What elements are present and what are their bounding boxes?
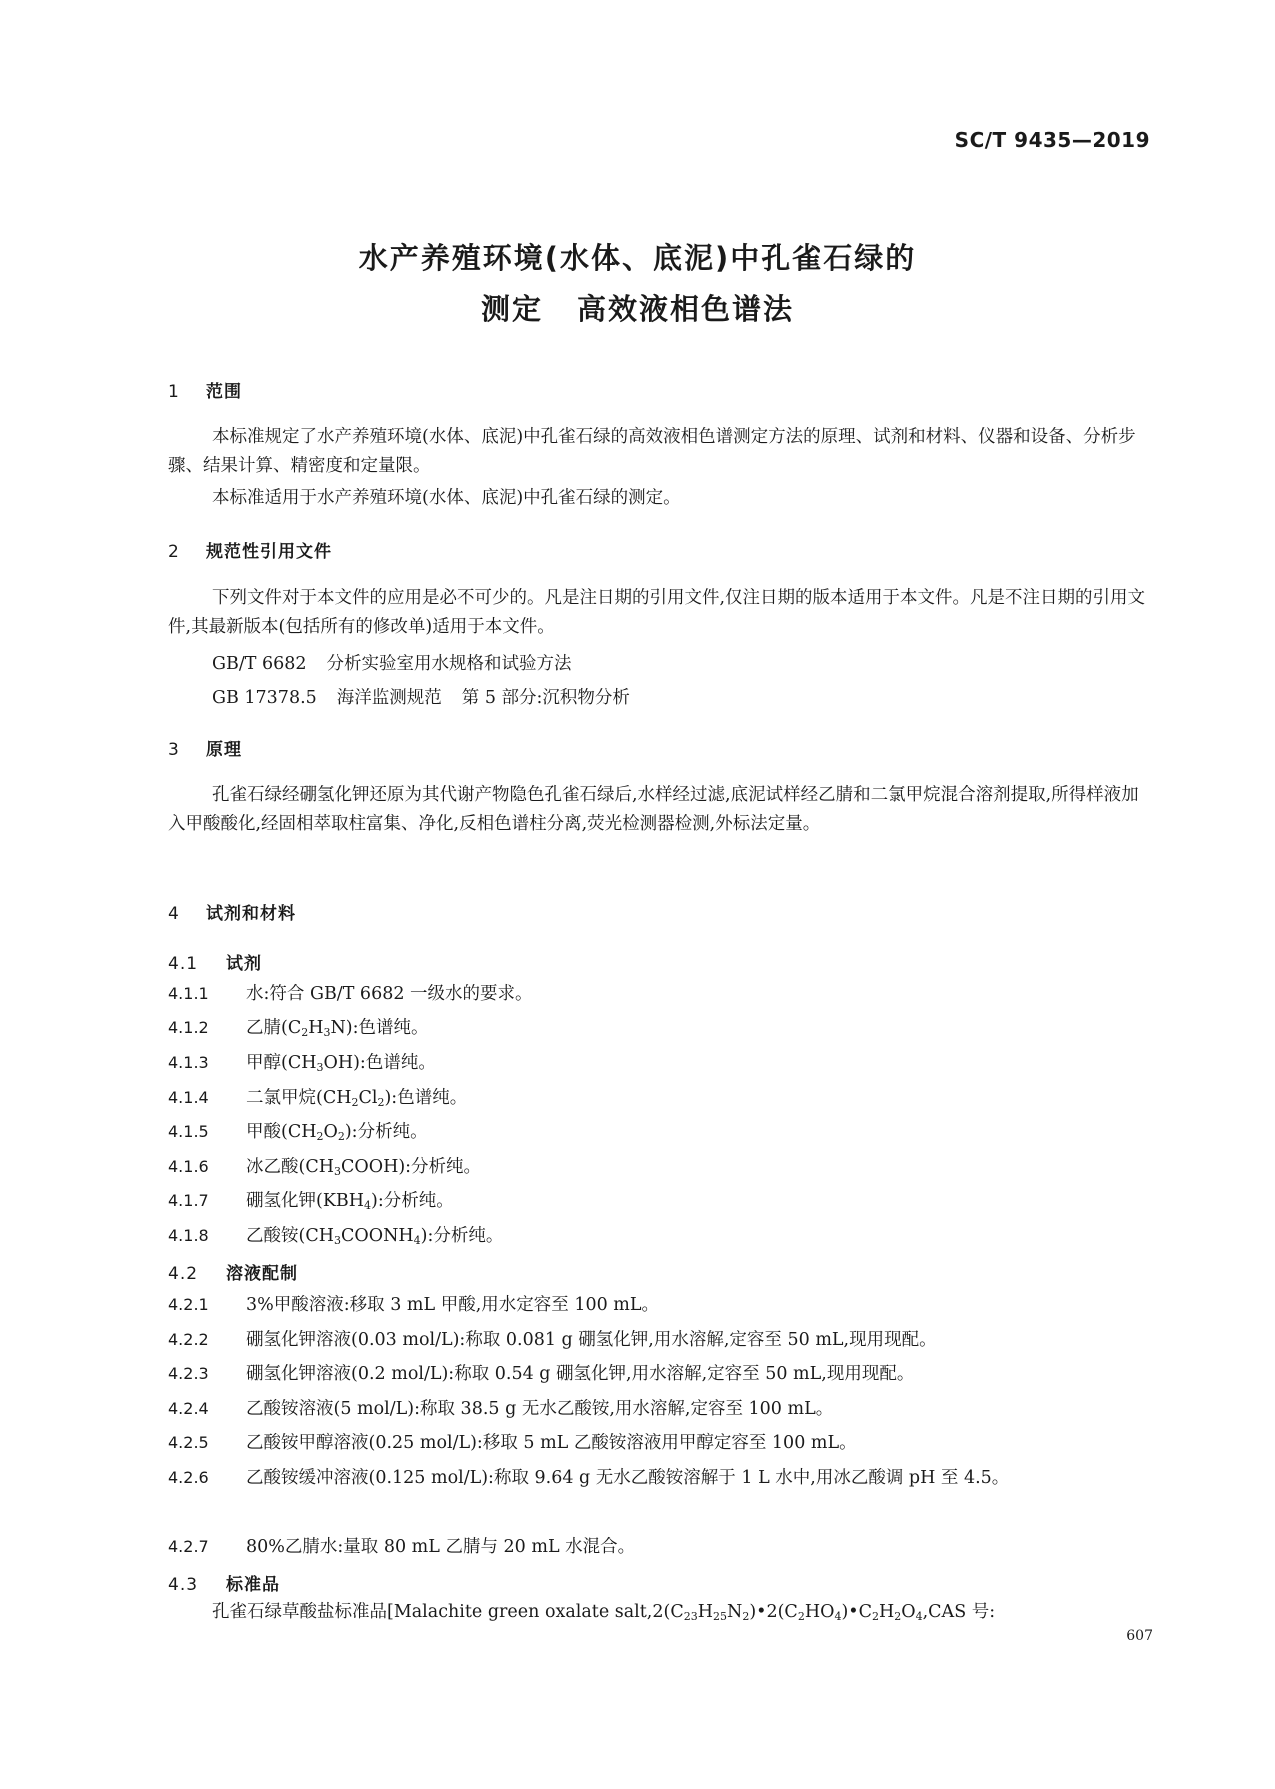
item-number: 4.1.7 [168, 1191, 209, 1210]
subsection-title: 标准品 [226, 1575, 280, 1595]
item-number: 4.1.8 [168, 1226, 209, 1245]
section-title: 规范性引用文件 [206, 542, 332, 562]
section-1-heading [168, 377, 242, 402]
item-text: 乙酸铵溶液(5 mol/L):称取 38.5 g 无水乙酸铵,用水溶解,定容至 100 mL。 [246, 1399, 834, 1419]
section-number: 3 [168, 740, 180, 760]
item-number: 4.1.5 [168, 1122, 209, 1141]
reference-title: 海洋监测规范 [336, 688, 442, 708]
section-2-heading [168, 537, 332, 562]
item-number: 4.1.4 [168, 1088, 209, 1107]
item-4-1-1 [168, 979, 1152, 1009]
subscript: 3 [316, 1061, 324, 1074]
section-number: 4 [168, 904, 180, 924]
item-text: Cl [358, 1088, 378, 1108]
item-text: 乙腈(C [246, 1018, 302, 1038]
subscript: 4 [413, 1234, 421, 1247]
subscript: 23 [683, 1610, 698, 1623]
item-4-1-7 [168, 1186, 1152, 1220]
subsection-4-2-heading [168, 1259, 298, 1284]
item-4-2-3 [168, 1359, 1152, 1389]
item-text: 3%甲酸溶液:移取 3 mL 甲酸,用水定容至 100 mL。 [246, 1295, 660, 1315]
paragraph-text: ,CAS 号: [922, 1602, 996, 1622]
item-text: ):分析纯。 [420, 1226, 504, 1246]
reference-code: GB 17378.5 [212, 688, 317, 708]
item-number: 4.2.7 [168, 1537, 209, 1556]
subscript: 25 [713, 1610, 727, 1623]
item-4-1-2 [168, 1013, 1152, 1047]
item-number: 4.1.6 [168, 1157, 209, 1176]
item-number: 4.2.4 [168, 1399, 209, 1418]
section-number: 2 [168, 542, 180, 562]
subsection-4-1-heading [168, 949, 262, 974]
paragraph-text: 孔雀石绿草酸盐标准品[Malachite green oxalate salt,2(C [212, 1602, 684, 1622]
item-text: ):分析纯。 [344, 1122, 428, 1142]
item-number: 4.2.6 [168, 1468, 209, 1487]
item-4-2-6 [168, 1463, 1152, 1493]
subscript: 3 [333, 1234, 341, 1247]
subscript: 2 [377, 1096, 385, 1109]
subscript: 2 [797, 1610, 805, 1623]
item-text: 硼氢化钾溶液(0.2 mol/L):称取 0.54 g 硼氢化钾,用水溶解,定容至 50 mL,现用现配。 [246, 1364, 915, 1384]
item-text: ):色谱纯。 [384, 1088, 468, 1108]
item-text: N):色谱纯。 [330, 1018, 429, 1038]
subscript: 2 [351, 1096, 359, 1109]
sec2-paragraph-1: 下列文件对于本文件的应用是必不可少的。凡是注日期的引用文件,仅注日期的版本适用于本文件。凡是不注日期的引用文件,其最新版本(包括所有的修改单)适用于本文件。 [168, 588, 1146, 637]
section-number: 1 [168, 382, 180, 402]
document-title-line1: 水产养殖环境(水体、底泥)中孔雀石绿的 [358, 241, 917, 275]
sec1-paragraph-2: 本标准适用于水产养殖环境(水体、底泥)中孔雀石绿的测定。 [212, 488, 681, 508]
item-text: H [308, 1018, 324, 1038]
subsection-number: 4.1 [168, 954, 199, 974]
section-3-heading [168, 735, 242, 760]
item-text: 硼氢化钾溶液(0.03 mol/L):称取 0.081 g 硼氢化钾,用水溶解,定容至 50 mL,现用现配。 [246, 1330, 937, 1350]
section-4-heading [168, 899, 296, 924]
item-text: O [323, 1122, 338, 1142]
page-number: 607 [1126, 1628, 1153, 1644]
subsection-4-3-heading [168, 1570, 280, 1595]
subscript: 2 [742, 1610, 750, 1623]
item-number: 4.2.3 [168, 1364, 209, 1383]
item-4-2-2 [168, 1325, 1152, 1355]
subscript: 2 [894, 1610, 902, 1623]
item-text: 80%乙腈水:量取 80 mL 乙腈与 20 mL 水混合。 [246, 1537, 636, 1557]
paragraph-text: HO [804, 1602, 835, 1622]
section-title: 试剂和材料 [206, 904, 296, 924]
item-text: 乙酸铵缓冲溶液(0.125 mol/L):称取 9.64 g 无水乙酸铵溶解于 1 L 水中,用冰乙酸调 pH 至 4.5。 [246, 1468, 1010, 1488]
paragraph-text: O [901, 1602, 916, 1622]
paragraph-text: H [697, 1602, 713, 1622]
reference-title: 分析实验室用水规格和试验方法 [326, 654, 572, 674]
reference-2 [212, 684, 630, 709]
item-text: 硼氢化钾(KBH [246, 1191, 365, 1211]
subscript: 4 [364, 1199, 372, 1212]
section-title: 原理 [206, 740, 242, 760]
subscript: 2 [871, 1610, 879, 1623]
item-4-2-7 [168, 1532, 1152, 1562]
item-4-2-4 [168, 1394, 1152, 1424]
item-text: 二氯甲烷(CH [246, 1088, 352, 1108]
item-text: 冰乙酸(CH [246, 1157, 334, 1177]
sec4-3-paragraph [168, 1598, 1152, 1631]
item-number: 4.2.1 [168, 1295, 209, 1314]
item-number: 4.2.2 [168, 1330, 209, 1349]
item-4-1-8 [168, 1221, 1152, 1255]
subscript: 3 [323, 1026, 331, 1039]
item-text: 乙酸铵(CH [246, 1226, 334, 1246]
subscript: 4 [915, 1610, 923, 1623]
item-4-2-5 [168, 1428, 1152, 1458]
subscript: 4 [834, 1610, 842, 1623]
subscript: 3 [333, 1165, 341, 1178]
item-text: COOH):分析纯。 [340, 1157, 482, 1177]
document-title-line2 [0, 287, 1275, 328]
paragraph-text: )•2(C [749, 1602, 798, 1622]
item-text: ):分析纯。 [371, 1191, 454, 1211]
paragraph-text: )•C [841, 1602, 872, 1622]
item-number: 4.1.1 [168, 984, 209, 1003]
item-text: 甲酸(CH [246, 1122, 317, 1142]
subsection-title: 试剂 [226, 954, 262, 974]
item-text: 水:符合 GB/T 6682 一级水的要求。 [246, 984, 533, 1004]
item-number: 4.1.3 [168, 1053, 209, 1072]
sec1-paragraph-1: 本标准规定了水产养殖环境(水体、底泥)中孔雀石绿的高效液相色谱测定方法的原理、试剂和材料、仪器和设备、分析步骤、结果计算、精密度和定量限。 [168, 427, 1136, 476]
item-4-1-3 [168, 1048, 1152, 1082]
reference-code: GB/T 6682 [212, 654, 307, 674]
item-4-1-5 [168, 1117, 1152, 1151]
item-4-2-1 [168, 1290, 1152, 1320]
reference-part: 第 5 部分:沉积物分析 [461, 688, 630, 708]
subscript: 2 [316, 1130, 324, 1143]
paragraph-text: H [878, 1602, 895, 1622]
sec3-paragraph-1: 孔雀石绿经硼氢化钾还原为其代谢产物隐色孔雀石绿后,水样经过滤,底泥试样经乙腈和二氯甲烷混合溶剂提取,所得样液加入甲酸酸化,经固相萃取柱富集、净化,反相色谱柱分离,荧光检测器检测,外标法定量。 [168, 785, 1139, 834]
item-text: 甲醇(CH [246, 1053, 317, 1073]
standard-code: SC/T 9435—2019 [954, 128, 1150, 152]
item-text: COONH [340, 1226, 414, 1246]
subsection-number: 4.3 [168, 1575, 199, 1595]
item-4-1-4 [168, 1083, 1152, 1117]
item-text: OH):色谱纯。 [323, 1053, 436, 1073]
reference-1 [212, 650, 572, 675]
item-number: 4.2.5 [168, 1433, 209, 1452]
section-title: 范围 [206, 382, 242, 402]
item-text: 乙酸铵甲醇溶液(0.25 mol/L):移取 5 mL 乙酸铵溶液用甲醇定容至 100 mL。 [246, 1433, 857, 1453]
subscript: 2 [301, 1026, 309, 1039]
item-4-1-6 [168, 1152, 1152, 1186]
subsection-number: 4.2 [168, 1264, 199, 1284]
title-part-a: 测定 [480, 292, 543, 326]
subscript: 2 [337, 1130, 345, 1143]
paragraph-text: N [727, 1602, 743, 1622]
item-number: 4.1.2 [168, 1018, 209, 1037]
title-part-b: 高效液相色谱法 [577, 292, 795, 326]
subsection-title: 溶液配制 [226, 1264, 298, 1284]
